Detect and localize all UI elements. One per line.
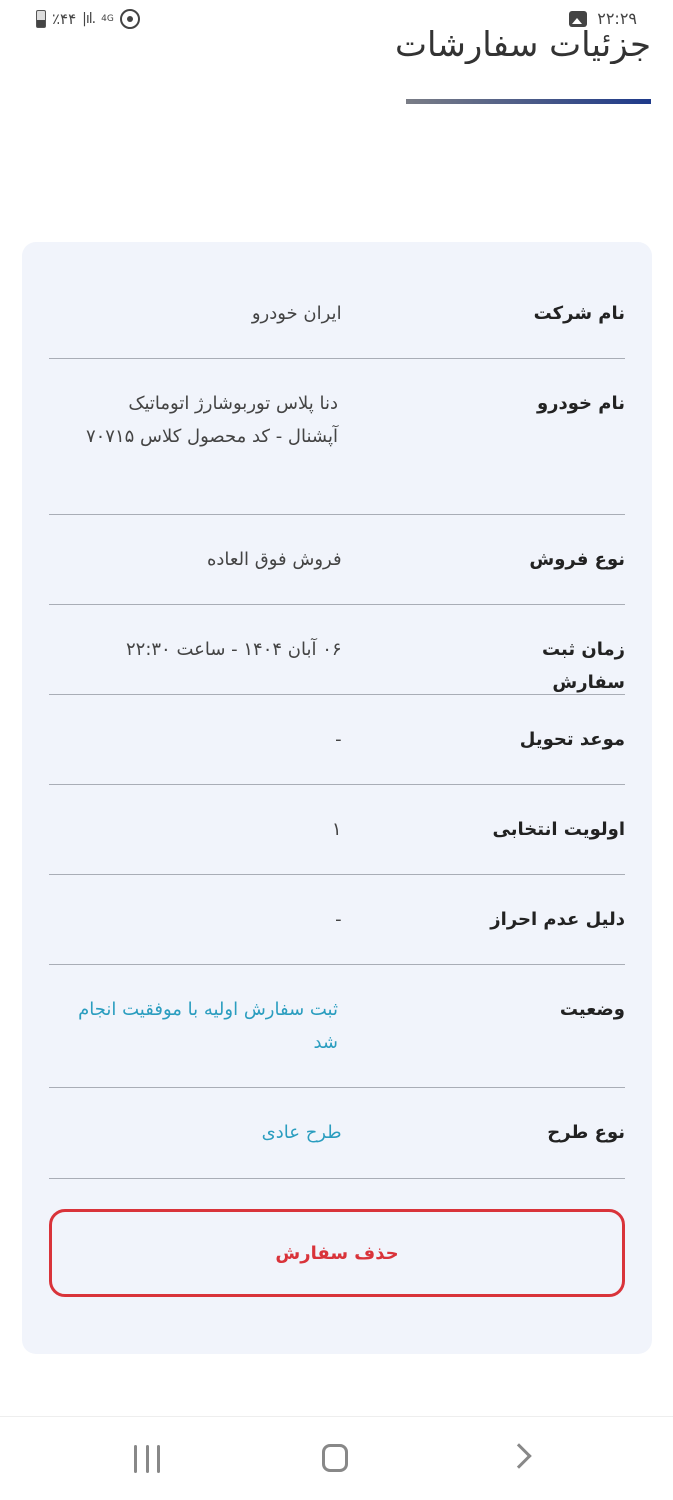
home-icon[interactable] <box>322 1444 348 1472</box>
delete-order-button[interactable]: حذف سفارش <box>49 1209 625 1297</box>
row-label: دلیل عدم احراز <box>490 909 625 930</box>
row-label: نوع طرح <box>547 1122 625 1143</box>
order-details-card <box>22 242 652 1354</box>
row-label: اولویت انتخابی <box>492 819 625 840</box>
status-value: ثبت سفارش اولیه با موفقیت انجام شد <box>78 999 338 1053</box>
row-label: زمان ثبت سفارش <box>541 639 625 693</box>
detail-row-status <box>49 965 625 1088</box>
row-label: وضعیت <box>559 999 625 1020</box>
row-value: فروش فوق العاده <box>206 549 342 570</box>
detail-row-company <box>49 242 625 359</box>
row-label: نام خودرو <box>536 393 625 414</box>
row-label: نوع فروش <box>529 549 625 570</box>
page-title: جزئیات سفارشات <box>395 25 651 64</box>
detail-row-delivery <box>49 695 625 785</box>
row-value: ۱ <box>331 819 342 840</box>
battery-icon <box>36 10 46 28</box>
row-value: ۰۶ آبان ۱۴۰۴ - ساعت ۲۲:۳۰ <box>125 639 342 660</box>
plan-type-value: طرح عادی <box>261 1122 342 1143</box>
row-value: - <box>335 729 342 750</box>
network-type: 4G <box>101 13 114 24</box>
row-label: نام شرکت <box>533 303 625 324</box>
recent-apps-icon[interactable] <box>134 1445 160 1473</box>
detail-row-order-time <box>49 605 625 695</box>
detail-row-car <box>49 359 625 515</box>
detail-row-priority <box>49 785 625 875</box>
clock: ۲۲:۲۹ <box>597 9 637 28</box>
row-value: - <box>335 909 342 930</box>
row-value: ایران خودرو <box>251 303 342 324</box>
row-label: موعد تحویل <box>519 729 625 750</box>
row-value: دنا پلاس توربوشارژ اتوماتیک آپشنال - کد محصول کلاس ۷۰۷۱۵ <box>85 393 338 447</box>
back-icon[interactable] <box>506 1443 531 1468</box>
signal-icon: |ıl. <box>82 11 96 27</box>
detail-row-plan-type <box>49 1088 625 1179</box>
title-underline <box>406 99 651 104</box>
detail-row-sale-type <box>49 515 625 605</box>
system-nav-bar <box>0 1416 673 1500</box>
hotspot-icon <box>120 9 140 29</box>
detail-row-rejection-reason <box>49 875 625 965</box>
battery-percent: ٪۴۴ <box>52 10 77 28</box>
